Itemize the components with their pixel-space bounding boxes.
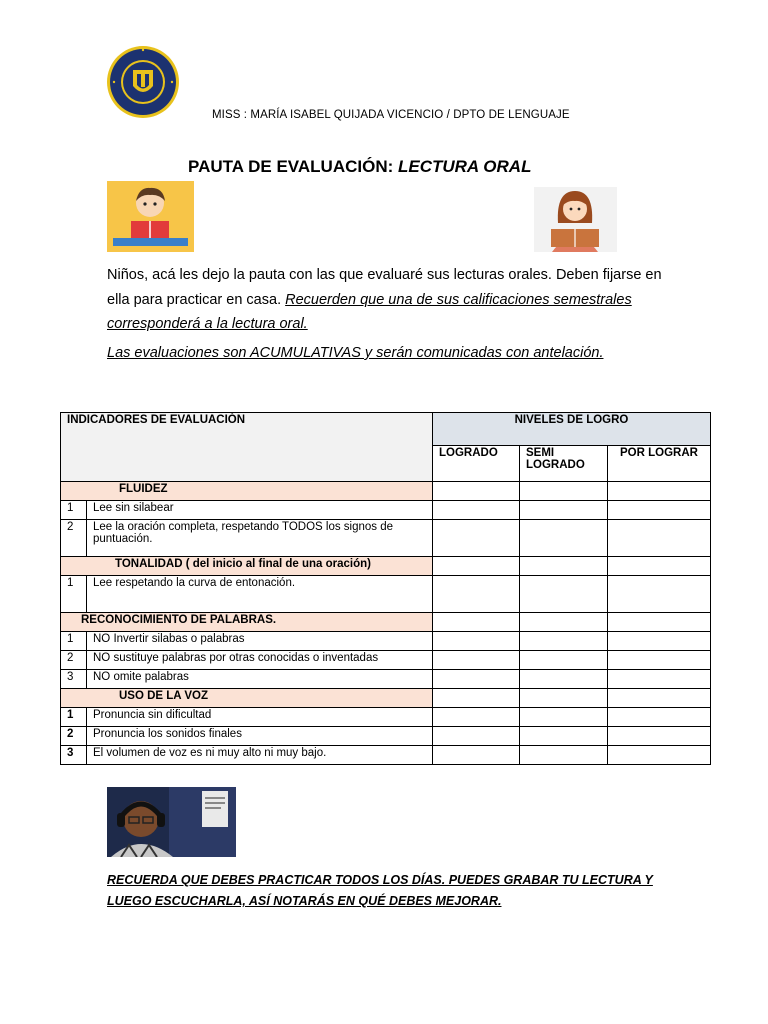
rubric-level-cell xyxy=(608,727,711,746)
rubric-level-cell xyxy=(608,670,711,689)
rubric-level-cell xyxy=(433,482,520,501)
rubric-item-row xyxy=(61,727,711,746)
rubric-level-cell xyxy=(520,651,608,670)
rubric-level-cell xyxy=(608,482,711,501)
rubric-level-cell xyxy=(520,670,608,689)
rubric-level-cell xyxy=(433,520,520,557)
rubric-section-row xyxy=(61,689,711,708)
rubric-level-cell xyxy=(433,576,520,613)
level-achieved: LOGRADO xyxy=(433,446,520,482)
rubric-level-cell xyxy=(433,727,520,746)
rubric-level-cell xyxy=(433,708,520,727)
author-line: MISS : MARÍA ISABEL QUIJADA VICENCIO / DPTO DE LENGUAJE xyxy=(212,109,570,121)
intro-paragraph: Niños, acá les dejo la pauta con las que evaluaré sus lecturas orales. Deben fijarse en ella para practicar en casa. Recuerden que una de sus calificaciones semestrales corresponderá a la lectura oral. xyxy=(107,267,662,332)
rubric-item-text: Lee respetando la curva de entonación. xyxy=(87,576,433,613)
rubric-item-number: 2 xyxy=(61,727,87,746)
rubric-level-cell xyxy=(608,708,711,727)
rubric-item-number: 1 xyxy=(61,708,87,727)
rubric-item-row xyxy=(61,651,711,670)
rubric-item-text: Lee la oración completa, respetando TODOS los signos de puntuación. xyxy=(87,520,433,557)
rubric-level-cell xyxy=(520,520,608,557)
rubric-level-cell xyxy=(608,632,711,651)
rubric-level-cell xyxy=(608,557,711,576)
girl-reading-illustration xyxy=(534,187,617,252)
rubric-item-row xyxy=(61,708,711,727)
rubric-level-cell xyxy=(608,576,711,613)
rubric-item-text: NO omite palabras xyxy=(87,670,433,689)
rubric-level-cell xyxy=(608,613,711,632)
rubric-item-text: NO sustituye palabras por otras conocidas o inventadas xyxy=(87,651,433,670)
rubric-section-row xyxy=(61,613,711,632)
rubric-item-text: NO Invertir silabas o palabras xyxy=(87,632,433,651)
rubric-level-cell xyxy=(520,501,608,520)
rubric-level-cell xyxy=(608,689,711,708)
indicators-header: INDICADORES DE EVALUACIÓN xyxy=(61,413,433,482)
kid-with-headphones-photo xyxy=(107,787,236,857)
rubric-section-row xyxy=(61,557,711,576)
rubric-level-cell xyxy=(520,727,608,746)
boy-reading-illustration xyxy=(107,181,194,252)
rubric-section-name: RECONOCIMIENTO DE PALABRAS. xyxy=(61,613,433,632)
rubric-level-cell xyxy=(520,613,608,632)
rubric-item-text: El volumen de voz es ni muy alto ni muy bajo. xyxy=(87,746,433,765)
school-logo xyxy=(106,44,180,120)
rubric-section-row xyxy=(61,482,711,501)
level-semi-achieved: SEMI LOGRADO xyxy=(520,446,608,482)
accumulative-note: Las evaluaciones son ACUMULATIVAS y serán comunicadas con antelación. xyxy=(107,345,604,361)
rubric-level-cell xyxy=(520,632,608,651)
rubric-item-row xyxy=(61,746,711,765)
rubric-level-cell xyxy=(433,746,520,765)
rubric-item-row xyxy=(61,576,711,613)
level-to-achieve: POR LOGRAR xyxy=(608,446,711,482)
rubric-section-name: TONALIDAD ( del inicio al final de una oración) xyxy=(61,557,433,576)
evaluation-rubric-table xyxy=(60,412,711,765)
rubric-level-cell xyxy=(433,557,520,576)
rubric-item-number: 1 xyxy=(61,632,87,651)
practice-reminder: RECUERDA QUE DEBES PRACTICAR TODOS LOS DÍAS. PUEDES GRABAR TU LECTURA Y LUEGO ESCUCHARLA, ASÍ NOTARÁS EN QUÉ DEBES MEJORAR. xyxy=(107,873,653,908)
rubric-level-cell xyxy=(433,613,520,632)
rubric-item-number: 2 xyxy=(61,520,87,557)
rubric-item-number: 1 xyxy=(61,576,87,613)
rubric-item-row xyxy=(61,632,711,651)
rubric-item-row xyxy=(61,501,711,520)
rubric-item-row xyxy=(61,520,711,557)
rubric-level-cell xyxy=(608,501,711,520)
page-title: PAUTA DE EVALUACIÓN: LECTURA ORAL xyxy=(188,157,532,176)
rubric-level-cell xyxy=(433,632,520,651)
rubric-level-cell xyxy=(520,482,608,501)
rubric-level-cell xyxy=(520,576,608,613)
rubric-item-text: Pronuncia sin dificultad xyxy=(87,708,433,727)
rubric-item-number: 2 xyxy=(61,651,87,670)
rubric-item-text: Lee sin silabear xyxy=(87,501,433,520)
rubric-level-cell xyxy=(433,651,520,670)
rubric-level-cell xyxy=(608,651,711,670)
rubric-item-number: 1 xyxy=(61,501,87,520)
rubric-level-cell xyxy=(433,689,520,708)
rubric-section-name: USO DE LA VOZ xyxy=(61,689,433,708)
rubric-level-cell xyxy=(520,557,608,576)
rubric-item-number: 3 xyxy=(61,746,87,765)
rubric-level-cell xyxy=(520,746,608,765)
rubric-item-number: 3 xyxy=(61,670,87,689)
rubric-item-row xyxy=(61,670,711,689)
rubric-level-cell xyxy=(520,689,608,708)
rubric-level-cell xyxy=(433,670,520,689)
rubric-item-text: Pronuncia los sonidos finales xyxy=(87,727,433,746)
rubric-level-cell xyxy=(608,746,711,765)
rubric-section-name: FLUIDEZ xyxy=(61,482,433,501)
rubric-level-cell xyxy=(608,520,711,557)
rubric-level-cell xyxy=(520,708,608,727)
rubric-level-cell xyxy=(433,501,520,520)
levels-header: NIVELES DE LOGRO xyxy=(433,413,711,446)
